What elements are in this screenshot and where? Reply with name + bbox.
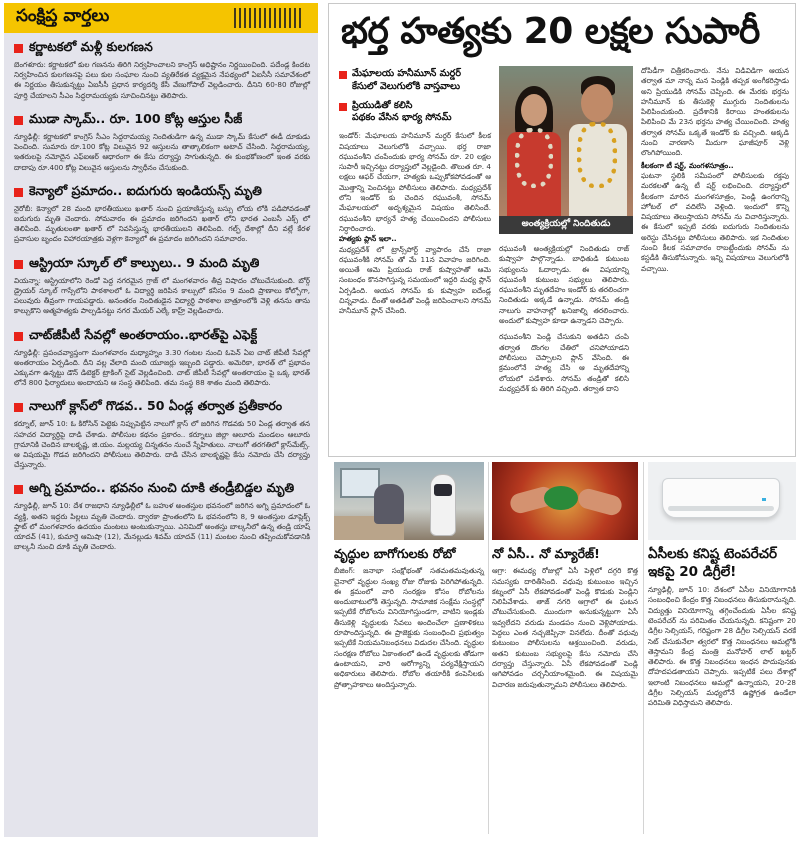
brief-headline[interactable]: ఆస్ట్రియా స్కూల్ లో కాల్పులు.. 9 మంది మృతి <box>29 254 260 270</box>
story-subhead: హత్యకు ప్లాన్ ఇలా.. <box>339 234 397 244</box>
story-headline[interactable]: నో ఏసీ.. నో మ్యారేజ్! <box>492 546 600 561</box>
story-subhead: కీలకంగా టీ షర్ట్, మంగళసూత్రం.. <box>641 160 734 170</box>
bullet-icon <box>339 71 347 79</box>
brief-headline[interactable]: నాలుగో క్లాస్‌లో గొడవ.. 50 ఏండ్ల తర్వాత ప్రతీకారం <box>29 398 283 414</box>
brief-body: నైరోబీ: కెన్యాలో 28 మంది భారతీయులు ఖతార్ నుంచి ప్రయాణిస్తున్న బస్సు లోయ లోకి పడిపోవడంతో ఐదుగురు మృతి చెందారు. సోమవారం ఈ ప్రమాదం జరిగిందని ఖతార్ లోని భారత ఎంబసీ ఎక్స్ లో తెలిపింది. మృతులంతా ఖతార్ లో నివసిస్తున్న భారతీయులని తెలిపింది. గల్ఫ్ దేశాల్లో దీని వల్లే కేరళ ప్రవాసుల బృందం విహారయాత్రకు వెళ్లగా కెన్యాలో ఈ ప్రమాదం జరిగిందని సమాచారం. <box>14 203 310 244</box>
story-text: మధ్యప్రదేశ్ లో ట్రాన్స్‌పోర్ట్ వ్యాపారం చేసే రాజా రఘువంశీకి సోనమ్ తో మే 11న వివాహం జరిగింది. అయితే ఆమె ప్రియుడు రాజ్ కుష్వాహతో ఆమె సంబంధం కొనసాగిస్తున్న సమయంలో ఇద్దరి మధ్య ప్లాన్ ఏర్పడింది. ఆయన సోనమ్ కు కుష్వాహ ఐదేండ్ల చిన్నవాడు. దీంతో అతడితో పెండ్లి జరిపించాలని సోనమ్ హనీమూన్ ప్లాన్ చేసింది. <box>339 244 491 316</box>
brief-item <box>4 105 318 177</box>
briefs-header <box>4 3 318 33</box>
story-text: ఘటనా స్థలికి సమీపంలో పోలీసులకు రక్తపు మరకలతో ఉన్న టీ షర్ట్ లభించింది. దర్యాప్తులో కీలకంగా మారిన మంగళసూత్రం, పెండ్లి ఉంగరాన్ని హోటల్ లో వదిలేసి వెళ్లింది. ఇందులో కొన్ని విషయాలు తెలుస్తాయని సోనమ్ ను విచారిస్తున్నారు. ఈ కేసులో ఇప్పటి వరకు ఐదుగురు నిందితులను అరెస్టు చేసినట్టు పోలీసులు తెలిపారు. ఇక నిందితుల నుంచి కీలక సమాచారం రాబట్టేందుకు సోనమ్ ను కస్టడీకి తీసుకోనున్నారు. ఇన్ని విషయాలు వెలుగులోకి వచ్చాయి. <box>641 170 789 273</box>
highlight-line: కేసులో వెలుగులోకి వాస్తవాలు <box>352 80 460 92</box>
highlight-line: ప్రియుడితో కలిసి <box>352 99 413 111</box>
bottom-story-robot <box>334 462 484 690</box>
brief-body: బెంగళూరు: కర్ణాటకలో కుల గణనను తిరిగి నిర్వహించాలని కాంగ్రెస్ అధిష్టానం నిర్ణయించింది. పదేండ్ల కిందట నిర్వహించిన కులగణనపై పలు కుల సంఘాల నుంచి వ్యతిరేకత వ్యక్తమైన నేపథ్యంలో ఏఐసీసీ సమావేశంలో ఈ నిర్ణయం తీసుకున్నట్టు ఏఐసీసీ ప్రధాన కార్యదర్శి కేసీ వేణుగోపాల్ వెల్లడించారు. దీనిని 60-80 రోజుల్లో పూర్తి చేయాలని సీఎం సిద్ధరామయ్యకు సూచించినట్టు తెలిపారు. <box>14 60 310 100</box>
bullet-icon <box>14 332 23 341</box>
ac-unit-photo <box>648 462 796 540</box>
photo-caption: అంత్యక్రియల్లో నిందితుడు <box>499 216 633 234</box>
story-text: రఘువంశీని పెండ్లి చేసుకుని అతడిని చంపి తర్వాత దొంగల చేతిలో చనిపోయాడని పోలీసులు చెప్పాలని ప్లాన్ వేసింది. ఈ క్రమంలోనే హత్య చేసి ఆ మృతదేహాన్ని లోయలో పడేశారు. సోనమ్ తండ్రితో కలిసి మధ్యప్రదేశ్ కు తిరిగి వచ్చింది. తర్వాత దాని <box>499 332 629 393</box>
main-story-column-3 <box>641 66 789 274</box>
brief-item <box>4 321 318 393</box>
story-text: ఆగ్రా: ఈమధ్య రోజుల్లో ఏసీ పెళ్లిలో దగ్గరి కొత్త సమస్యకు దారితీసింది. వధువు కుటుంబం ఇచ్చిన కట్నంలో ఏసీ లేకపోవడంతో పెండ్లి కొడుకు పెండ్లిని నిలిపివేశాడు. తాజ్ నగరి ఆగ్రాలో ఈ ఘటన చోటుచేసుకుంది. ముందుగా అనుకున్నట్టుగా ఏసీ ఇవ్వలేదని వరుడు మండపం నుంచి వెళ్లిపోయాడు. పెద్దలు ఎంత నచ్చజెప్పినా వినలేదు. దీంతో వధువు కుటుంబం పోలీసులను ఆశ్రయించింది. వరుడు, అతని కుటుంబ సభ్యులపై కేసు నమోదు చేసి దర్యాప్తు చేస్తున్నారు. ఏసీ లేకపోవడంతో పెండ్లి ఆగిపోవడం చర్చనీయాంశమైంది. ఈ విషయమై విచారణ జరుపుతున్నామని పోలీసులు తెలిపారు. <box>492 566 638 689</box>
brief-body: వియన్నా: ఆస్ట్రియాలోని రెండో పెద్ద నగరమైన గ్రాజ్ లో మంగళవారం తీవ్ర విషాదం చోటుచేసుకుంది. బోర్గ్ డ్రైయర్ స్కూల్ గాస్సేలోని పాఠశాలలో ఓ విద్యార్థి జరిపిన కాల్పులో కనీసం 9 మంది ప్రాణాలు కోల్పోగా, పలువురు తీవ్రంగా గాయపడ్డారు. అనంతరం నిందితుడైన విద్యార్థి పాఠశాల బాత్రూంలోకి వెళ్లి తనను తాను కాల్చుకొని ఆత్మహత్యకు పాల్పడినట్టు నగర మేయర్ ఎల్కే కాహ్ర్ వెల్లడించారు. <box>14 275 310 316</box>
column-divider <box>643 462 644 834</box>
story-headline[interactable]: వృద్ధుల బాగోగులకు రోబో <box>334 546 456 561</box>
brief-body: న్యూఢిల్లీ: ప్రపంచవ్యాప్తంగా మంగళవారం మధ్యాహ్నం 3.30 గంటల నుంచి ఓపెన్ ఏఐ చాట్ జీపీటీ సేవల్లో అంతరాయం ఏర్పడింది. దీని వల్ల వేలాది మంది యూజర్లు ఇబ్బంది పడ్డారు. అమెరికా, భారత్ లో ప్రభావం ఎక్కువగా ఉన్నట్టు డౌన్ డిటెక్టర్ ట్రాకింగ్ సైట్ వెల్లడించింది. చాట్ జీపీటీ సేవల్లో అంతరాయం పై ఒక్క భారత్ లోనే 800 ఫిర్యాదులు అందాయని ఆ సంస్థ తెలిపింది. తమ సంస్థ 88 శాతం మంది తెలిపారు. <box>14 347 310 388</box>
brief-item <box>4 177 318 249</box>
main-story <box>328 3 796 457</box>
story-text: న్యూఢిల్లీ, జూన్ 10: దేశంలో ఏసీల వినియోగానికి సంబంధించి కేంద్రం కొత్త నిబంధనలు తీసుకురానున్నది. విద్యుత్తు వినియోగాన్ని తగ్గించేందుకు ఏసీల కనిష్ట టెంపరేచర్ ను పరిమితం చేయనున్నది. కనిష్టంగా 20 డిగ్రీల సెల్సియస్, గరిష్టంగా 28 డిగ్రీల సెల్సియస్ వరకే సెట్ చేసుకునేలా త్వరలో కొత్త నిబంధనలు అమల్లోకి తెస్తామని కేంద్ర మంత్రి మనోహర్ లాల్ ఖట్టర్ తెలిపారు. ఈ కొత్త నిబంధనలు ఇంధన పొదుపునకు దోహదపడతాయని చెప్పారు. ఇప్పటికే పలు దేశాల్లో ఇలాంటి నిబంధనలు అమల్లో ఉన్నాయని, 20-28 డిగ్రీల సెల్సియస్ మధ్యలోనే ఉష్ణోగ్రత ఉండేలా పరిమితి విధిస్తామని తెలిపారు. <box>648 585 796 708</box>
brief-body: కర్నూల్, జూన్ 10: ఓ కిరోసిన్ పెట్టెకు నిప్పుపెట్టిన నాలుగో క్లాస్ లో జరిగిన గొడవకు 50 ఏండ్ల తర్వాత తన సహచర విద్యార్థిపై దాడి చేశాడు. పోలీసుల కథనం ప్రకారం.. కర్నూలు జిల్లా ఆలూరు మండలం ఆలూరు గ్రామానికి చెందిన బాలకృష్ణ, జి.యం. మల్లయ్య చిన్నతనం నుంచే స్నేహితులు. నాలుగో తరగతిలో క్లాస్‌మేట్స్. ఆ విషయమై గొడవ జరిగిందని పోలీసులు తెలిపారు. దాడి చేసిన బాలకృష్ణపై కేసు నమోదు చేసి దర్యాప్తు చేస్తున్నారు. <box>14 419 310 470</box>
bullet-icon <box>14 188 23 197</box>
brief-headline[interactable]: కెన్యాలో ప్రమాదం.. ఐదుగురు ఇండియన్స్ మృతి <box>29 182 262 198</box>
story-text: బీజింగ్: జనాభా సంక్షోభంతో సతమతమవుతున్న చైనాలో వృద్ధుల సంఖ్య రోజు రోజుకు పెరిగిపోతున్నది. ఈ క్రమంలో వారి సంరక్షణ కోసం రోబోలను అందుబాటులోకి తెస్తున్నది. సామాజిక సంక్షేమ సంస్థల్లో ఇప్పటికే రోబోలను వినియోగిస్తుండగా, వాటిని ఇండ్లకు తీసుకెళ్లి వృద్ధులకు సేవలు అందించేలా ప్రణాళికలు రూపొందిస్తున్నది. ఈ ప్రాజెక్టుకు సంబంధించి ప్రభుత్వం ఇప్పటికే నియమనిబంధనలు విడుదల చేసింది. వృద్ధుల సంరక్షణ రోబోలు ఏకాంతంలో ఉండే వృద్ధులకు తోడుగా ఉంటాయని, వారి ఆరోగ్యాన్ని పర్యవేక్షిస్తాయని అధికారులు తెలిపారు. రోబోల తయారీకి కంపెనీలకు ప్రోత్సాహకాలు అందిస్తున్నారు. <box>334 566 484 689</box>
story-headline[interactable]: ఏసీలకు కనిష్ట టెంపరేచర్ ఇకపై 20 డిగ్రీలే! <box>648 546 778 580</box>
brief-body: న్యూఢిల్లీ, జూన్ 10: దేశ రాజధాని న్యూఢిల్లీలో ఓ బహుళ అంతస్తుల భవనంలో జరిగిన అగ్ని ప్రమాదంలో ఓ వ్యక్తి, అతని ఇద్దరు పిల్లలు మృతి చెందారు. ద్వారకా ప్రాంతంలోని ఓ భవనంలోని 8, 9 అంతస్తుల డూప్లెక్స్ ఫ్లాట్ లో మంగళవారం ఉదయం మంటలు అంటుకున్నాయి. ఎనిమిదో అంతస్తు బాల్కనీలో ఉన్న తండ్రి యాష్ యాదవ్ (41), కుమార్తె ఆమిషా (12), మేనల్లుడు శివమ్ యాదవ్ (11) మంటల నుంచి తప్పించుకోవడానికి బాల్కనీ నుంచి దూకి మృతి చెందారు. <box>14 501 310 552</box>
column-divider <box>488 462 489 834</box>
briefs-title: సంక్షిప్త వార్తలు <box>16 6 110 26</box>
highlight-line: పథకం వేసిన భార్య సోనమ్ <box>352 112 452 124</box>
header-decoration <box>234 8 304 28</box>
brief-item <box>4 392 318 474</box>
main-story-column-1 <box>339 68 491 317</box>
bullet-icon <box>14 485 23 494</box>
bottom-story-wedding <box>492 462 638 690</box>
robot-photo <box>334 462 484 540</box>
highlight-line: మేఘాలయ హనీమూన్ మర్డర్ <box>352 68 461 79</box>
brief-headline[interactable]: చాట్‌జీపీటీ సేవల్లో అంతరాయం..భారత్‌పై ఎఫెక్ట్ <box>29 326 258 342</box>
brief-headline[interactable]: అగ్ని ప్రమాదం.. భవనం నుంచి దూకి తండ్రీబిడ్డల మృతి <box>29 480 295 496</box>
bullet-icon <box>14 44 23 53</box>
story-text: దోపిడీగా చిత్రీకరించారు. నేను విడివిడిగా ఆయన తర్వాత మా నాన్న మన పెండ్లికి తప్పక అంగీకరిస్తాడు అని ప్రియుడికి సోనమ్ చెప్పింది. ఈ మేరకు భర్తను హనీమూన్ కు తీసుకెళ్లి ముగ్గురు నిందితులను పిలిపించుకుంది. ప్రదేశానికి కిరాయి హంతకులను పిలిపించి మే 23న భర్తను హత్య చేయించింది. హత్య తర్వాత సోనమ్ ఒక్కతే ఇండోర్ కు వచ్చింది. అక్కడి నుంచి వారణాసి మీదుగా ఘాజీపూర్ వెళ్లి లొంగిపోయింది. <box>641 66 789 158</box>
highlight <box>339 100 491 126</box>
brief-item <box>4 249 318 321</box>
brief-item <box>4 474 318 556</box>
news-briefs-column <box>4 3 318 837</box>
story-text: రఘువంశీ అంత్యక్రియల్లో నిందితుడు రాజ్ కుష్వాహ పాల్గొన్నాడు. బాధితుడి కుటుంబ సభ్యులను ఓదార్చాడు. ఈ విషయాన్ని రఘువంశీ కుటుంబ సభ్యులు తెలిపారు. రఘువంశీని మృతదేహం ఇండోర్ కు తరలించగా నిందితుడు అక్కడే ఉన్నాడు. సోనమ్ తండ్రి నాలుగు వాహనాల్లో ఖనిజాల్ని తరలించారు. అందులో కుష్వాహ కూడా ఉన్నాడని చెప్పారు. <box>499 244 629 326</box>
bullet-icon <box>14 260 23 269</box>
brief-body: న్యూఢిల్లీ: కర్ణాటకలో కాంగ్రెస్ సీఎం సిద్దరామయ్య నిందితుడిగా ఉన్న ముడా స్కామ్ కేసులో ఈడీ దూకుడు పెంచింది. సుమారు రూ.100 కోట్ల విలువైన 92 ఆస్తులను తాత్కాలికంగా అటాచ్ చేసింది. సిద్ధరామయ్య, ఇతరులపై నమోదైన ఎఫ్ఐఆర్ ఆధారంగా ఈ కేసు దర్యాప్తు సాగుతున్నది. ఈ కుంభకోణంలో ఇంత వరకు దాదాపు రూ.400 కోట్ల విలువైన ఆస్తులను స్వాధీనం చేసుకుంది. <box>14 131 310 172</box>
brief-headline[interactable]: కర్ణాటకలో మళ్లీ కులగణన <box>29 39 153 54</box>
brief-item <box>4 33 318 105</box>
couple-photo <box>499 66 633 216</box>
main-story-column-2 <box>499 244 629 394</box>
bullet-icon <box>339 103 347 111</box>
brief-headline[interactable]: ముడా స్కామ్.. రూ. 100 కోట్ల ఆస్తుల సీజ్ <box>29 110 243 126</box>
main-story-title[interactable]: భర్త హత్యకు 20 లక్షల సుపారీ <box>341 11 760 52</box>
highlight <box>339 68 491 94</box>
woman-figure <box>505 84 563 216</box>
story-text: ఇండోర్: మేఘాలయ హనీమూన్ మర్డర్ కేసులో కీలక విషయాలు వెలుగులోకి వచ్చాయి. భర్త రాజా రఘువంశీని చంపేందుకు భార్య సోనమ్ రూ. 20 లక్షల సుపారీ ఇచ్చినట్టు దర్యాప్తులో వెల్లడైంది. తొలుత రూ. 4 లక్షలు ఆఫర్ చేయగా, హత్యకు ఒప్పుకోకపోవడంతో ఆ మొత్తాన్ని పెంచినట్టు పోలీసులు తెలిపారు. మధ్యప్రదేశ్ లోని ఇండోర్ కు చెందిన రఘువంశీ, సోనమ్ మేఘాలయలో అదృశ్యమైన విషయం తెలిసిందే. రఘువంశీని భార్యనే హత్య చేయించిందని పోలీసులు నిర్ధారించారు. <box>339 131 491 233</box>
bottom-story-ac <box>648 462 796 709</box>
bullet-icon <box>14 403 23 412</box>
wedding-photo <box>492 462 638 540</box>
man-figure <box>565 76 629 216</box>
bullet-icon <box>14 116 23 125</box>
